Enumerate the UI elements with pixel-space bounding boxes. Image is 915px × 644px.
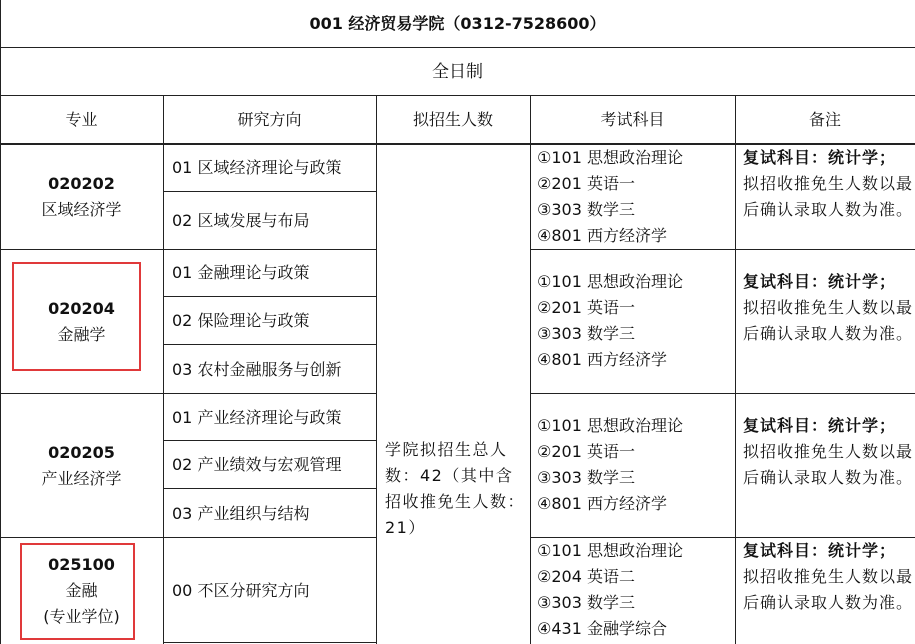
major-cell bbox=[0, 394, 163, 538]
remark bbox=[743, 145, 913, 249]
grid-line bbox=[530, 249, 915, 250]
remark bbox=[743, 538, 913, 644]
grid-line bbox=[0, 249, 376, 250]
remark-text: 拟招收推免生人数以最后确认录取人数为准。 bbox=[743, 298, 914, 343]
remark-text: 拟招收推免生人数以最后确认录取人数为准。 bbox=[743, 174, 914, 219]
grid-line bbox=[0, 0, 1, 644]
exam-item: ②204 英语二 bbox=[537, 567, 635, 586]
exam-item: ③303 数学三 bbox=[537, 324, 635, 343]
direction-item: 02 区域发展与布局 bbox=[172, 210, 310, 230]
grid-line bbox=[163, 296, 376, 297]
exam-item: ③303 数学三 bbox=[537, 468, 635, 487]
exam-item: ④801 西方经济学 bbox=[537, 350, 667, 369]
direction-item: 01 金融理论与政策 bbox=[172, 263, 310, 282]
highlight-box bbox=[12, 262, 141, 371]
grid-line bbox=[163, 191, 376, 192]
exam-item: ④801 西方经济学 bbox=[537, 226, 667, 245]
exam-item: ②201 英语一 bbox=[537, 174, 635, 193]
grid-line bbox=[163, 642, 376, 643]
direction-item: 03 产业组织与结构 bbox=[172, 503, 310, 523]
major-subname: (专业学位) bbox=[43, 607, 120, 626]
direction-item: 01 产业经济理论与政策 bbox=[172, 407, 342, 427]
column-header-major: 专业 bbox=[65, 110, 98, 129]
remark-label: 复试科目：统计学； bbox=[743, 148, 897, 167]
exam-list bbox=[537, 269, 732, 379]
column-header-direction: 研究方向 bbox=[237, 110, 302, 129]
column-header-remarks: 备注 bbox=[808, 110, 841, 129]
exam-item: ①101 思想政治理论 bbox=[537, 272, 683, 291]
exam-item: ③303 数学三 bbox=[537, 200, 635, 219]
major-name: 金融 bbox=[65, 581, 98, 600]
grid-line bbox=[163, 488, 376, 489]
enrollment-count: 学院拟招生总人数：42（其中含招收推免生人数：21） bbox=[385, 440, 526, 537]
exam-item: ④801 西方经济学 bbox=[537, 494, 667, 513]
exam-item: ②201 英语一 bbox=[537, 298, 635, 317]
grid-line bbox=[163, 344, 376, 345]
exam-item: ④431 金融学综合 bbox=[537, 619, 667, 638]
direction-item: 03 农村金融服务与创新 bbox=[172, 359, 342, 379]
remark bbox=[743, 413, 913, 523]
exam-item: ③303 数学三 bbox=[537, 593, 635, 612]
column-header-enrollment: 拟招生人数 bbox=[412, 110, 493, 129]
remark-text: 拟招收推免生人数以最后确认录取人数为准。 bbox=[743, 442, 914, 487]
exam-list bbox=[537, 413, 732, 523]
remark bbox=[743, 269, 913, 379]
exam-item: ①101 思想政治理论 bbox=[537, 148, 683, 167]
major-code: 020204 bbox=[48, 298, 115, 318]
grid-line bbox=[376, 96, 377, 644]
major-name: 区域经济学 bbox=[41, 199, 122, 219]
grid-line bbox=[163, 440, 376, 441]
exam-list bbox=[537, 145, 732, 249]
direction-item: 01 区域经济理论与政策 bbox=[172, 158, 342, 177]
exam-list bbox=[537, 538, 732, 644]
exam-item: ①101 思想政治理论 bbox=[537, 416, 683, 435]
grid-line bbox=[735, 96, 736, 644]
study-mode: 全日制 bbox=[432, 61, 483, 82]
major-cell bbox=[0, 144, 163, 249]
exam-item: ①101 思想政治理论 bbox=[537, 541, 683, 560]
grid-line bbox=[0, 393, 376, 394]
table-title: 001 经济贸易学院（0312-7528600） bbox=[309, 13, 606, 33]
major-name: 金融学 bbox=[57, 324, 106, 344]
remark-text: 拟招收推免生人数以最后确认录取人数为准。 bbox=[743, 567, 914, 612]
grid-line bbox=[530, 96, 531, 644]
grid-line bbox=[0, 47, 915, 48]
remark-label: 复试科目：统计学； bbox=[743, 272, 897, 291]
grid-line bbox=[163, 96, 164, 644]
remark-label: 复试科目：统计学； bbox=[743, 541, 897, 560]
grid-line bbox=[0, 143, 915, 145]
column-header-exams: 考试科目 bbox=[600, 110, 665, 129]
exam-item: ②201 英语一 bbox=[537, 442, 635, 461]
direction-item: 02 保险理论与政策 bbox=[172, 311, 310, 330]
major-code: 020202 bbox=[48, 173, 115, 193]
remark-label: 复试科目：统计学； bbox=[743, 416, 897, 435]
major-name: 产业经济学 bbox=[41, 469, 122, 488]
grid-line bbox=[530, 537, 915, 538]
grid-line bbox=[0, 537, 376, 538]
grid-line bbox=[530, 393, 915, 394]
highlight-box bbox=[20, 543, 135, 640]
major-code: 025100 bbox=[48, 555, 115, 574]
direction-item: 02 产业绩效与宏观管理 bbox=[172, 455, 342, 474]
major-code: 020205 bbox=[48, 443, 115, 462]
grid-line bbox=[0, 95, 915, 96]
direction-item: 00 不区分研究方向 bbox=[172, 581, 310, 600]
